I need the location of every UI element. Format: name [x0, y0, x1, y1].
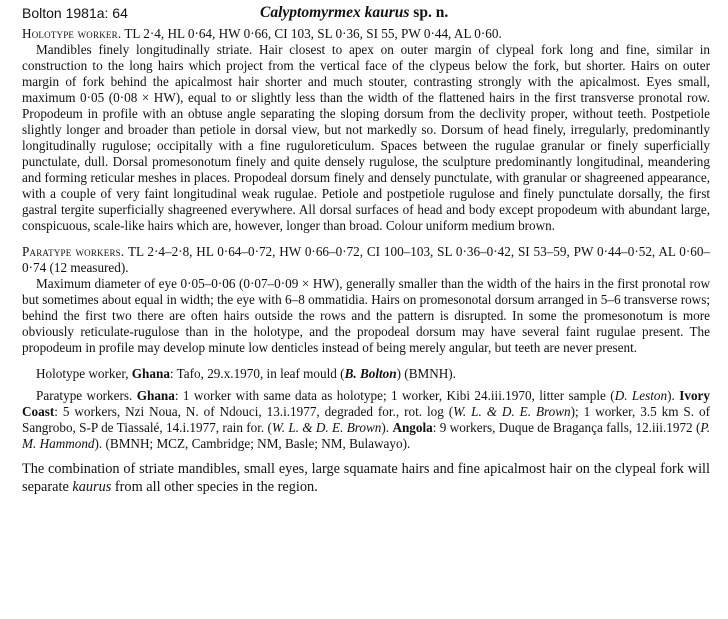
holotype-material-prefix: Holotype worker, [36, 366, 129, 381]
species-name: Calyptomyrmex kaurus [260, 4, 410, 21]
holotype-collector: B. Bolton [344, 366, 397, 381]
paratype-angola-collector: P. M. Hammond [22, 420, 711, 451]
paratype-measurement-values: TL 2·4–2·8, HL 0·64–0·72, HW 0·66–0·72, CI 100–103, SL 0·36–0·42, SI 53–59, PW 0·44–0·52, AL 0·60–0·74 (12 measured). [22, 244, 711, 275]
holotype-locality: : Tafo, 29.x.1970, in leaf mould ( [169, 366, 345, 381]
paratype-label: Paratype workers. [22, 244, 125, 259]
paratype-ivory-text-2: ); 1 worker, 3.5 km S. of Sangrobo, S-P de Tiassalé, 14.i.1977, rain for. ( [22, 404, 710, 435]
citation-header: Bolton 1981a: 64 [22, 5, 128, 21]
paratype-description: Maximum diameter of eye 0·05–0·06 (0·07–0·09 × HW), generally smaller than the width of the hairs in the first pronotal row but sometimes about equal in width; the eye with 6–8 ommatidia. Hairs on promesonotal dorsum arranged in 5–6 transverse rows; behind the first two there are often hairs outside the rows and the pattern is disrupted. In some the promesonotum is more obviously reticulate-rugulose than in the holotype, and the propodeal dorsum may have several faint rugulae present. The propodeum in profile may develop minute low denticles instead of being merely angular, but teeth are never present. [22, 276, 710, 355]
holotype-measurement-values: TL 2·4, HL 0·64, HW 0·66, CI 103, SL 0·36, SI 55, PW 0·44, AL 0·60. [124, 26, 502, 41]
paratype-country-ivory-coast: Ivory Coast [22, 388, 710, 419]
holotype-country: Ghana [131, 366, 170, 381]
paratype-ghana-close: ). [667, 388, 675, 403]
paratype-material [22, 388, 710, 452]
paratype-ghana-text: : 1 worker with same data as holotype; 1 worker, Kibi 24.iii.1970, litter sample ( [174, 388, 615, 403]
species-title [260, 4, 448, 22]
paratype-country-angola: Angola [392, 420, 433, 435]
diagnosis-species: kaurus [72, 479, 112, 495]
holotype-measurements [22, 26, 710, 42]
diagnosis-paragraph [22, 460, 710, 496]
description-body [22, 26, 710, 496]
paratype-angola-text: : 9 workers, Duque de Bragança falls, 12.iii.1972 ( [432, 420, 701, 435]
paratype-ivory-collector-1: W. L. & D. E. Brown [453, 404, 571, 419]
holotype-depository: ) (BMNH). [396, 366, 456, 381]
diagnosis-text-1: The combination of striate mandibles, small eyes, large squamate hairs and fine apicalmost hair on the clypeal fork will separate [22, 461, 710, 495]
paratype-ivory-collector-2: W. L. & D. E. Brown [271, 420, 382, 435]
paratype-ghana-collector: D. Leston [614, 388, 668, 403]
paratype-country-ghana: Ghana [136, 388, 175, 403]
diagnosis-text-2: from all other species in the region. [111, 479, 318, 495]
holotype-label: Holotype worker. [22, 26, 122, 41]
paratype-material-prefix: Paratype workers. [36, 388, 133, 403]
paratype-ivory-close: ). [381, 420, 390, 435]
holotype-description: Mandibles finely longitudinally striate. Hair closest to apex on outer margin of clypeal fork long and fine, similar in construction to the long hairs which project from the vertical face of the clypeus below the fork, but shorter. Hairs on outer margin of fork behind the apicalmost hair shorter and much stouter, contrasting strongly with the apicalmost. Eyes small, maximum 0·05 (0·08 × HW), equal to or slightly less than the width of the flattened hairs in the first transverse pronotal row. Propodeum in profile with an obtuse angle separating the sloping dorsum from the declivity proper, without teeth. Postpetiole slightly longer and broader than petiole in dorsal view, but not markedly so. Dorsum of head finely, irregularly, predominantly longitudinally rugulose; occipitally with a fine ruguloreticulum. Spaces between the rugulae granular or finely superficially punctulate, dull. Dorsal promesonotum finely and quite densely rugulose, the sculpture predominantly longitudinal, meandering and forming reticular meshes in places. Propodeal dorsum finely and densely punctulate, with granular or shagreened appearance, with a couple of very faint longitudinal weak rugulae. Petiole and postpetiole rugulose and finely punctulate dorsally, the first gastral tergite superficially shagreened everywhere. All dorsal surfaces of head and body except propodeum with abundant large, conspicuous, scale-like hairs which are, however, longer than broad. Colour uniform medium brown. [22, 42, 710, 233]
paratype-measurements [22, 244, 710, 276]
paratype-ivory-text-1: : 5 workers, Nzi Noua, N. of Ndouci, 13.i.1977, degraded for., rot. log ( [54, 404, 454, 419]
species-status: sp. n. [413, 4, 449, 21]
paratype-angola-close: ). (BMNH; MCZ, Cambridge; NM, Basle; NM, Bulawayo). [94, 436, 411, 451]
holotype-material [22, 366, 710, 382]
